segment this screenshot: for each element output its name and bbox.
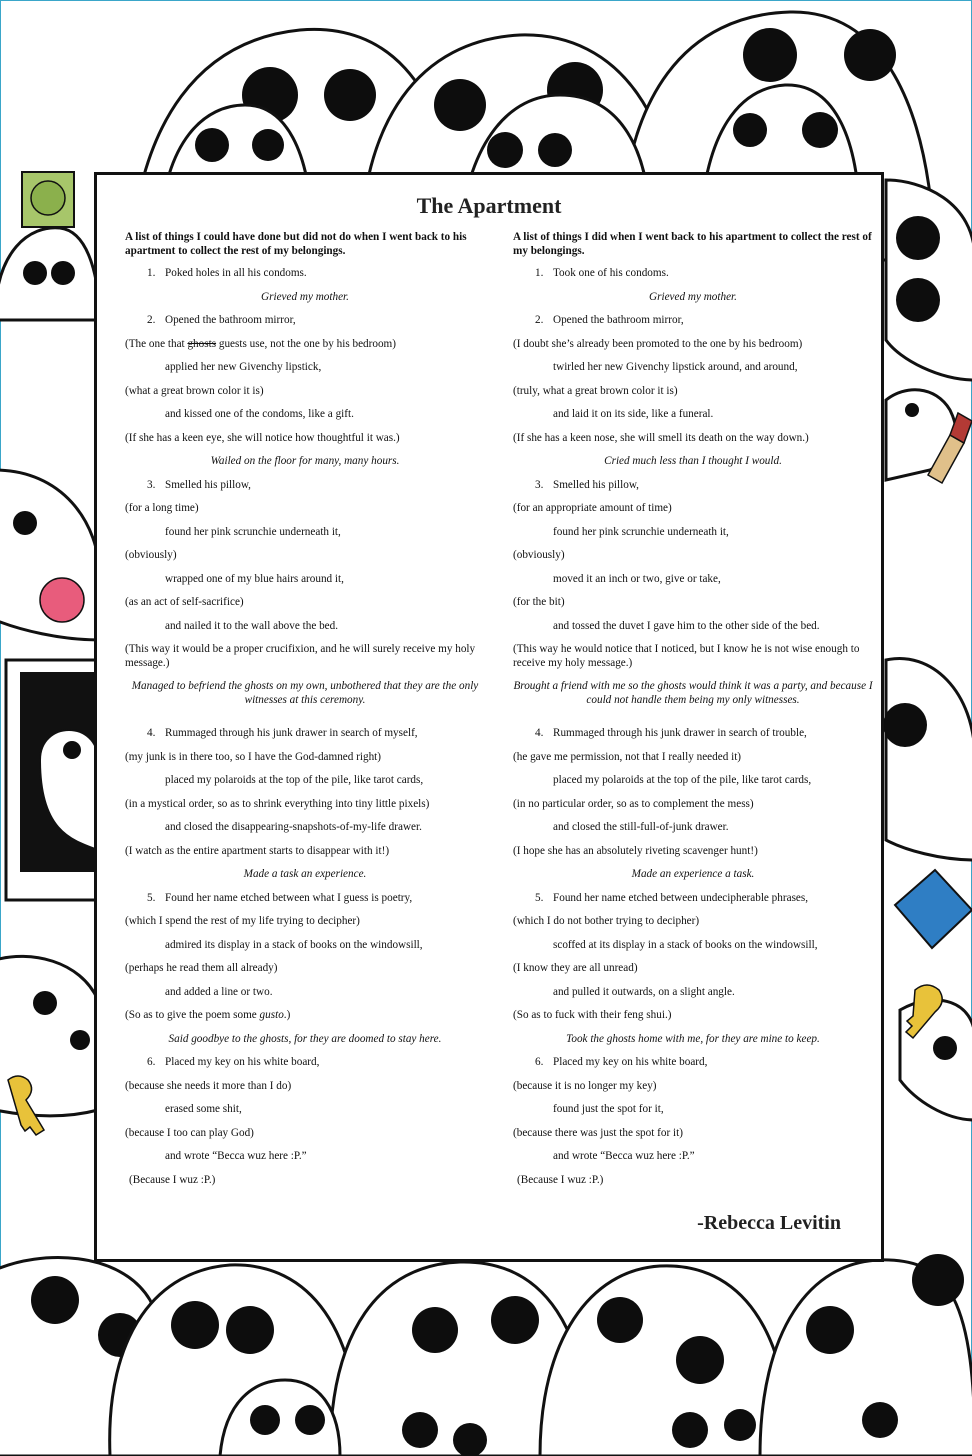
line-text: (because I too can play God) (125, 1126, 254, 1139)
poem-line (513, 798, 873, 812)
poem-line (513, 774, 873, 788)
poem-line (125, 1080, 485, 1094)
poem-line (513, 892, 873, 906)
poem-line (513, 1103, 873, 1117)
line-text: (obviously) (125, 549, 177, 561)
poem-line (125, 338, 485, 352)
line-text: (for the bit) (513, 596, 565, 608)
poem-line (513, 1033, 873, 1047)
line-text-part: (The one that (125, 337, 188, 350)
poem-line (125, 939, 485, 953)
line-text-part: guests use, not the one by his bedroom) (216, 337, 396, 350)
line-text: Opened the bathroom mirror, (553, 314, 684, 326)
line-text: found her pink scrunchie underneath it, (165, 525, 341, 538)
poem-line (513, 549, 873, 563)
poem-line (125, 680, 485, 707)
poem-line (513, 1009, 873, 1023)
poem-line (125, 892, 485, 906)
poem-line (125, 821, 485, 835)
line-text: Took the ghosts home with me, for they are mine to keep. (566, 1032, 820, 1045)
poem-line (125, 620, 485, 634)
line-text: Smelled his pillow, (165, 478, 251, 491)
poem-line (513, 727, 873, 741)
item-number: 4. (147, 727, 156, 739)
line-text: found her pink scrunchie underneath it, (553, 525, 729, 538)
line-text: and wrote “Becca wuz here :P.” (165, 1150, 307, 1162)
poem-line (513, 821, 873, 835)
line-text: Smelled his pillow, (553, 478, 639, 491)
poem-title: The Apartment (416, 193, 562, 218)
poem-line (125, 774, 485, 788)
poem-line (513, 526, 873, 540)
item-number: 2. (147, 314, 156, 326)
poem-line (125, 798, 485, 812)
line-text: (obviously) (513, 549, 565, 561)
line-text: (because she needs it more than I do) (125, 1079, 292, 1092)
line-text: erased some shit, (165, 1103, 242, 1115)
line-text: (as an act of self-sacrifice) (125, 596, 244, 608)
line-text: and tossed the duvet I gave him to the other side of the bed. (553, 619, 820, 632)
line-text: wrapped one of my blue hairs around it, (165, 572, 344, 585)
line-text: Found her name etched between what I guess is poetry, (165, 891, 413, 904)
line-text: Grieved my mother. (649, 290, 737, 303)
line-text: scoffed at its display in a stack of books on the windowsill, (553, 938, 818, 951)
line-text: Rummaged through his junk drawer in search of trouble, (553, 727, 807, 739)
poem-line (513, 596, 873, 610)
poem-line (513, 620, 873, 634)
line-text: (he gave me permission, not that I really needed it) (513, 750, 742, 763)
poem-line (513, 291, 873, 305)
right-column-lines (513, 267, 873, 1187)
poem-line (125, 408, 485, 422)
line-text: Placed my key on his white board, (165, 1056, 320, 1068)
line-text: admired its display in a stack of books on the windowsill, (165, 938, 423, 951)
poem-line (125, 526, 485, 540)
line-text: (Because I wuz :P.) (517, 1173, 604, 1186)
poem-line (125, 314, 485, 328)
line-text: Rummaged through his junk drawer in search of myself, (165, 727, 418, 739)
line-text: (I doubt she’s already been promoted to the one by his bedroom) (513, 337, 803, 350)
poem-line (125, 549, 485, 563)
line-text: Made an experience a task. (631, 868, 755, 880)
item-number: 1. (535, 267, 544, 279)
line-text: and added a line or two. (165, 985, 273, 998)
item-number: 5. (535, 891, 544, 904)
line-text: and wrote “Becca wuz here :P.” (553, 1150, 695, 1162)
poem-line (513, 1150, 873, 1164)
line-text: (which I spend the rest of my life trying to decipher) (125, 915, 360, 927)
line-text: (in a mystical order, so as to shrink everything into tiny little pixels) (125, 797, 430, 810)
left-column-intro: A list of things I could have done but did not do when I went back to his apartment to collect the rest of my belongings. (125, 231, 467, 257)
item-number: 2. (535, 314, 544, 326)
line-text (125, 338, 485, 352)
poem-line (125, 596, 485, 610)
poem-line (513, 479, 873, 493)
poem-line (125, 986, 485, 1000)
line-text: applied her new Givenchy lipstick, (165, 361, 322, 373)
emphasized-word: gusto (259, 1009, 284, 1021)
struck-word: ghosts (187, 337, 217, 350)
line-text: placed my polaroids at the top of the pile, like tarot cards, (165, 774, 424, 786)
line-text: Placed my key on his white board, (553, 1056, 708, 1068)
poem-line (125, 845, 485, 859)
line-text: twirled her new Givenchy lipstick around, and around, (553, 361, 798, 373)
poem-line (125, 915, 485, 929)
poem-line (513, 751, 873, 765)
poem-line (125, 1150, 485, 1164)
author-signature: -Rebecca Levitin (697, 1212, 841, 1234)
line-text: (for an appropriate amount of time) (513, 502, 672, 514)
poem-page (94, 172, 884, 1262)
line-text: and kissed one of the condoms, like a gift. (165, 408, 354, 420)
line-text: (my junk is in there too, so I have the God-damned right) (125, 750, 382, 763)
poem-line (513, 1127, 873, 1141)
item-number: 6. (535, 1056, 544, 1068)
line-text-part: (So as to give the poem some (125, 1009, 260, 1021)
item-number: 4. (535, 727, 544, 739)
line-text: (If she has a keen nose, she will smell its death on the way down.) (513, 431, 809, 444)
poem-line (513, 267, 873, 281)
poem-line (513, 915, 873, 929)
poem-line (513, 455, 873, 469)
line-text: (which I do not bother trying to decipher) (513, 915, 700, 927)
line-text (125, 1009, 485, 1023)
item-number: 1. (147, 267, 156, 279)
poem-line (513, 314, 873, 328)
line-text: moved it an inch or two, give or take, (553, 572, 721, 585)
right-column (513, 231, 873, 1197)
poem-line (513, 939, 873, 953)
poem-line (125, 455, 485, 469)
poem-line (125, 1056, 485, 1070)
poem-line (125, 751, 485, 765)
item-number: 6. (147, 1056, 156, 1068)
poem-line (125, 1033, 485, 1047)
poem-line (125, 502, 485, 516)
line-text: (This way it would be a proper crucifixion, and he will surely receive my holy message.) (125, 643, 476, 669)
poem-line (125, 643, 485, 670)
line-text: Took one of his condoms. (553, 267, 669, 279)
line-text: Grieved my mother. (261, 290, 349, 303)
left-column-lines (125, 267, 485, 1187)
poem-line (513, 1080, 873, 1094)
line-text: found just the spot for it, (553, 1103, 664, 1115)
line-text: Wailed on the floor for many, many hours. (210, 455, 400, 467)
right-column-intro: A list of things I did when I went back to his apartment to collect the rest of my belongings. (513, 231, 872, 257)
left-column (125, 231, 485, 1197)
line-text: Brought a friend with me so the ghosts would think it was a party, and because I could not handle them being my only witnesses. (513, 680, 873, 706)
poem-line (125, 1127, 485, 1141)
poem-line (125, 727, 485, 741)
poem-line (513, 338, 873, 352)
poem-line (513, 643, 873, 670)
poem-line (513, 573, 873, 587)
line-text: Managed to befriend the ghosts on my own, unbothered that they are the only witnesses at this ceremony. (131, 680, 479, 706)
line-text: (because it is no longer my key) (513, 1079, 657, 1092)
poem-line (513, 408, 873, 422)
line-text: (If she has a keen eye, she will notice how thoughtful it was.) (125, 431, 400, 444)
line-text: (what a great brown color it is) (125, 384, 264, 397)
item-number: 3. (535, 478, 544, 491)
item-number: 3. (147, 478, 156, 491)
poem-line (513, 962, 873, 976)
poem-line (513, 1056, 873, 1070)
poem-line (125, 267, 485, 281)
poem-line (513, 432, 873, 446)
line-text: (I know they are all unread) (513, 962, 638, 974)
poem-line (513, 868, 873, 882)
line-text: (So as to fuck with their feng shui.) (513, 1009, 672, 1021)
line-text: Poked holes in all his condoms. (165, 267, 307, 279)
line-text: placed my polaroids at the top of the pile, like tarot cards, (553, 774, 812, 786)
poem-line (125, 432, 485, 446)
poem-line (125, 361, 485, 375)
poem-line (125, 962, 485, 976)
line-text: Made a task an experience. (243, 868, 367, 880)
line-text: Said goodbye to the ghosts, for they are doomed to stay here. (168, 1032, 442, 1045)
poem-line (125, 1103, 485, 1117)
line-text: (I watch as the entire apartment starts to disappear with it!) (125, 844, 390, 857)
poem-line (513, 502, 873, 516)
line-text: (I hope she has an absolutely riveting scavenger hunt!) (513, 844, 758, 857)
line-text: (perhaps he read them all already) (125, 962, 278, 974)
poem-line (513, 845, 873, 859)
line-text: (truly, what a great brown color it is) (513, 384, 678, 397)
poem-line (513, 680, 873, 707)
poem-line (125, 868, 485, 882)
poem-line (513, 385, 873, 399)
line-text: Cried much less than I thought I would. (604, 455, 782, 467)
line-text: (because there was just the spot for it) (513, 1126, 683, 1139)
line-text: (for a long time) (125, 502, 199, 514)
line-text: Opened the bathroom mirror, (165, 314, 296, 326)
poem-line (125, 1009, 485, 1023)
item-number: 5. (147, 891, 156, 904)
poem-line (125, 385, 485, 399)
line-text: Found her name etched between undecipherable phrases, (553, 891, 809, 904)
poem-line (513, 361, 873, 375)
line-text: (in no particular order, so as to complement the mess) (513, 797, 754, 810)
poem-line (125, 291, 485, 305)
poem-line (125, 573, 485, 587)
poem-line (125, 479, 485, 493)
poem-line (513, 1174, 873, 1188)
line-text: and nailed it to the wall above the bed. (165, 619, 339, 632)
line-text: and closed the still-full-of-junk drawer. (553, 821, 729, 833)
poem-line (513, 986, 873, 1000)
poem-line (125, 1174, 485, 1188)
line-text: (Because I wuz :P.) (129, 1173, 216, 1186)
line-text: and laid it on its side, like a funeral. (553, 408, 714, 420)
line-text: (This way he would notice that I noticed, but I know he is not wise enough to receive my holy message.) (513, 643, 860, 669)
line-text: and closed the disappearing-snapshots-of-my-life drawer. (165, 821, 422, 833)
line-text: and pulled it outwards, on a slight angle. (553, 985, 735, 998)
line-text-part: .) (283, 1009, 291, 1021)
